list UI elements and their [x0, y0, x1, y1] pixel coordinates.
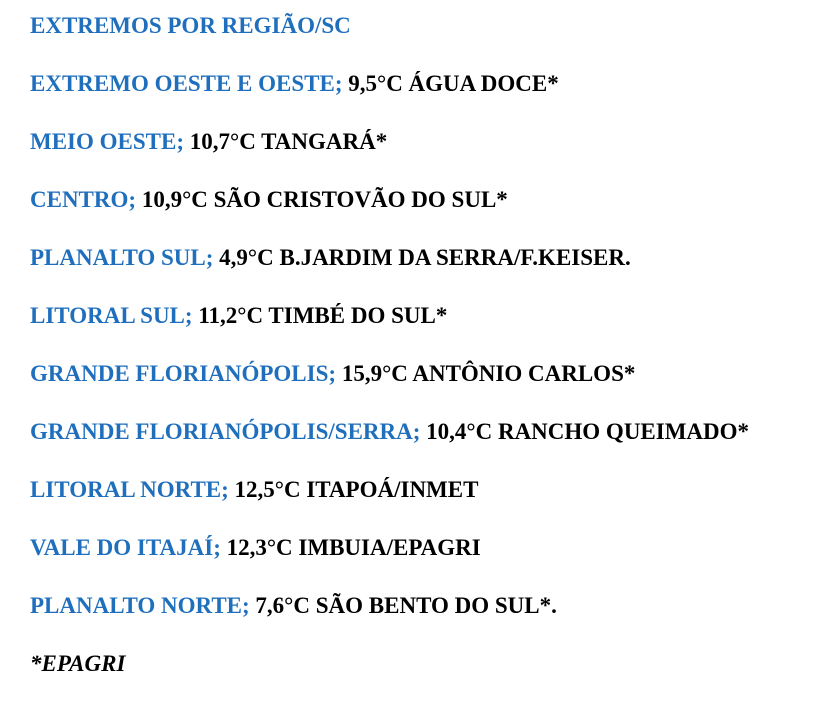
region-label: CENTRO; — [30, 187, 137, 212]
temperature-value: 11,2°C TIMBÉ DO SUL* — [198, 303, 448, 328]
region-label: GRANDE FLORIANÓPOLIS/SERRA; — [30, 419, 421, 444]
region-label: PLANALTO NORTE; — [30, 593, 250, 618]
temperature-value: 4,9°C B.JARDIM DA SERRA/F.KEISER. — [219, 245, 631, 270]
region-label: VALE DO ITAJAÍ; — [30, 535, 221, 560]
entry-meio-oeste — [30, 127, 749, 185]
entry-litoral-sul — [30, 301, 749, 359]
temperature-value: 10,4°C RANCHO QUEIMADO* — [426, 419, 750, 444]
temperature-value: 7,6°C SÃO BENTO DO SUL*. — [255, 593, 557, 618]
region-label: GRANDE FLORIANÓPOLIS; — [30, 361, 337, 386]
entry-grande-florianopolis — [30, 359, 749, 417]
temperature-value: 15,9°C ANTÔNIO CARLOS* — [341, 361, 636, 386]
entry-litoral-norte — [30, 475, 749, 533]
region-label: LITORAL NORTE; — [30, 477, 229, 502]
document-body — [30, 11, 749, 707]
entry-vale-do-itajai — [30, 533, 749, 591]
entry-planalto-norte — [30, 591, 749, 649]
entry-planalto-sul — [30, 243, 749, 301]
source-footnote: *EPAGRI — [30, 651, 126, 676]
region-label: LITORAL SUL; — [30, 303, 193, 328]
temperature-value: 12,3°C IMBUIA/EPAGRI — [226, 535, 481, 560]
region-label: EXTREMO OESTE E OESTE; — [30, 71, 343, 96]
region-label: MEIO OESTE; — [30, 129, 185, 154]
temperature-value: 12,5°C ITAPOÁ/INMET — [234, 477, 479, 502]
entry-grande-florianopolis-serra — [30, 417, 749, 475]
document-title: EXTREMOS POR REGIÃO/SC — [30, 13, 351, 38]
entry-extremo-oeste — [30, 69, 749, 127]
temperature-value: 10,9°C SÃO CRISTOVÃO DO SUL* — [141, 187, 508, 212]
region-label: PLANALTO SUL; — [30, 245, 214, 270]
temperature-value: 10,7°C TANGARÁ* — [189, 129, 388, 154]
entry-centro — [30, 185, 749, 243]
temperature-value: 9,5°C ÁGUA DOCE* — [348, 71, 559, 96]
